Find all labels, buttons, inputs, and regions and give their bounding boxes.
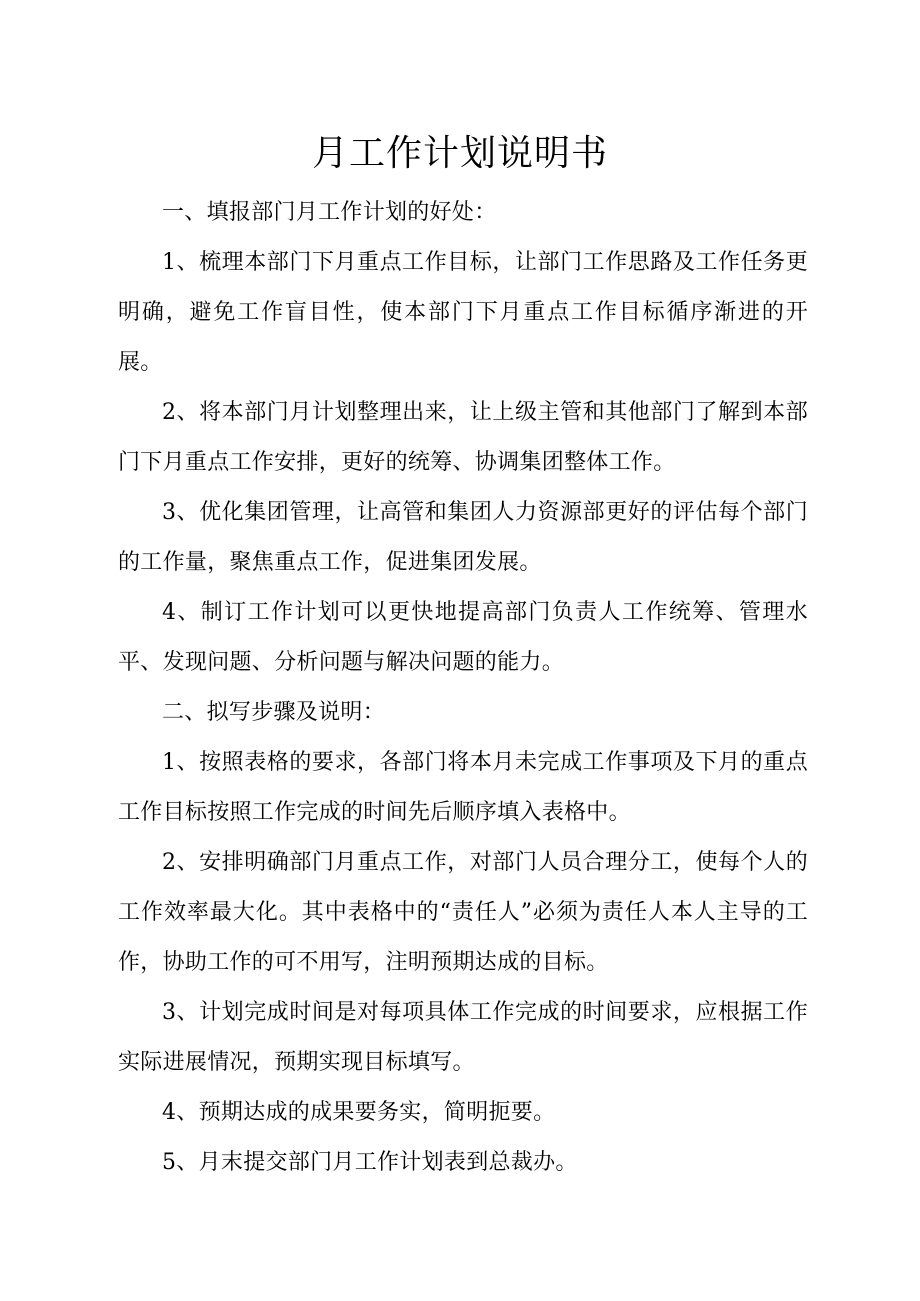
step-item-1: 1、按照表格的要求，各部门将本月未完成工作事项及下月的重点工作目标按照工作完成的时间先后顺序填入表格中。 [118, 750, 808, 825]
benefit-item-1: 1、梳理本部门下月重点工作目标，让部门工作思路及工作任务更明确，避免工作盲目性，使本部门下月重点工作目标循序渐进的开展。 [118, 250, 808, 375]
step-item-4: 4、预期达成的成果要务实，简明扼要。 [162, 1100, 556, 1125]
step-item-5: 5、月末提交部门月工作计划表到总裁办。 [162, 1150, 578, 1175]
step-item-2: 2、安排明确部门月重点工作，对部门人员合理分工，使每个人的工作效率最大化。其中表格中的“责任人”必须为责任人本人主导的工作，协助工作的可不用写，注明预期达成的目标。 [118, 850, 808, 975]
document-title: 月工作计划说明书 [311, 133, 608, 174]
section-heading-steps: 二、拟写步骤及说明： [162, 700, 386, 725]
benefit-item-4: 4、制订工作计划可以更快地提高部门负责人工作统筹、管理水平、发现问题、分析问题与解决问题的能力。 [118, 600, 808, 675]
benefit-item-3: 3、优化集团管理，让高管和集团人力资源部更好的评估每个部门的工作量，聚焦重点工作，促进集团发展。 [118, 500, 808, 575]
step-item-3: 3、计划完成时间是对每项具体工作完成的时间要求，应根据工作实际进展情况，预期实现目标填写。 [118, 1000, 808, 1075]
benefit-item-2: 2、将本部门月计划整理出来，让上级主管和其他部门了解到本部门下月重点工作安排，更好的统筹、协调集团整体工作。 [118, 400, 808, 475]
section-heading-benefits: 一、填报部门月工作计划的好处： [162, 200, 497, 225]
document-body [118, 188, 808, 1188]
